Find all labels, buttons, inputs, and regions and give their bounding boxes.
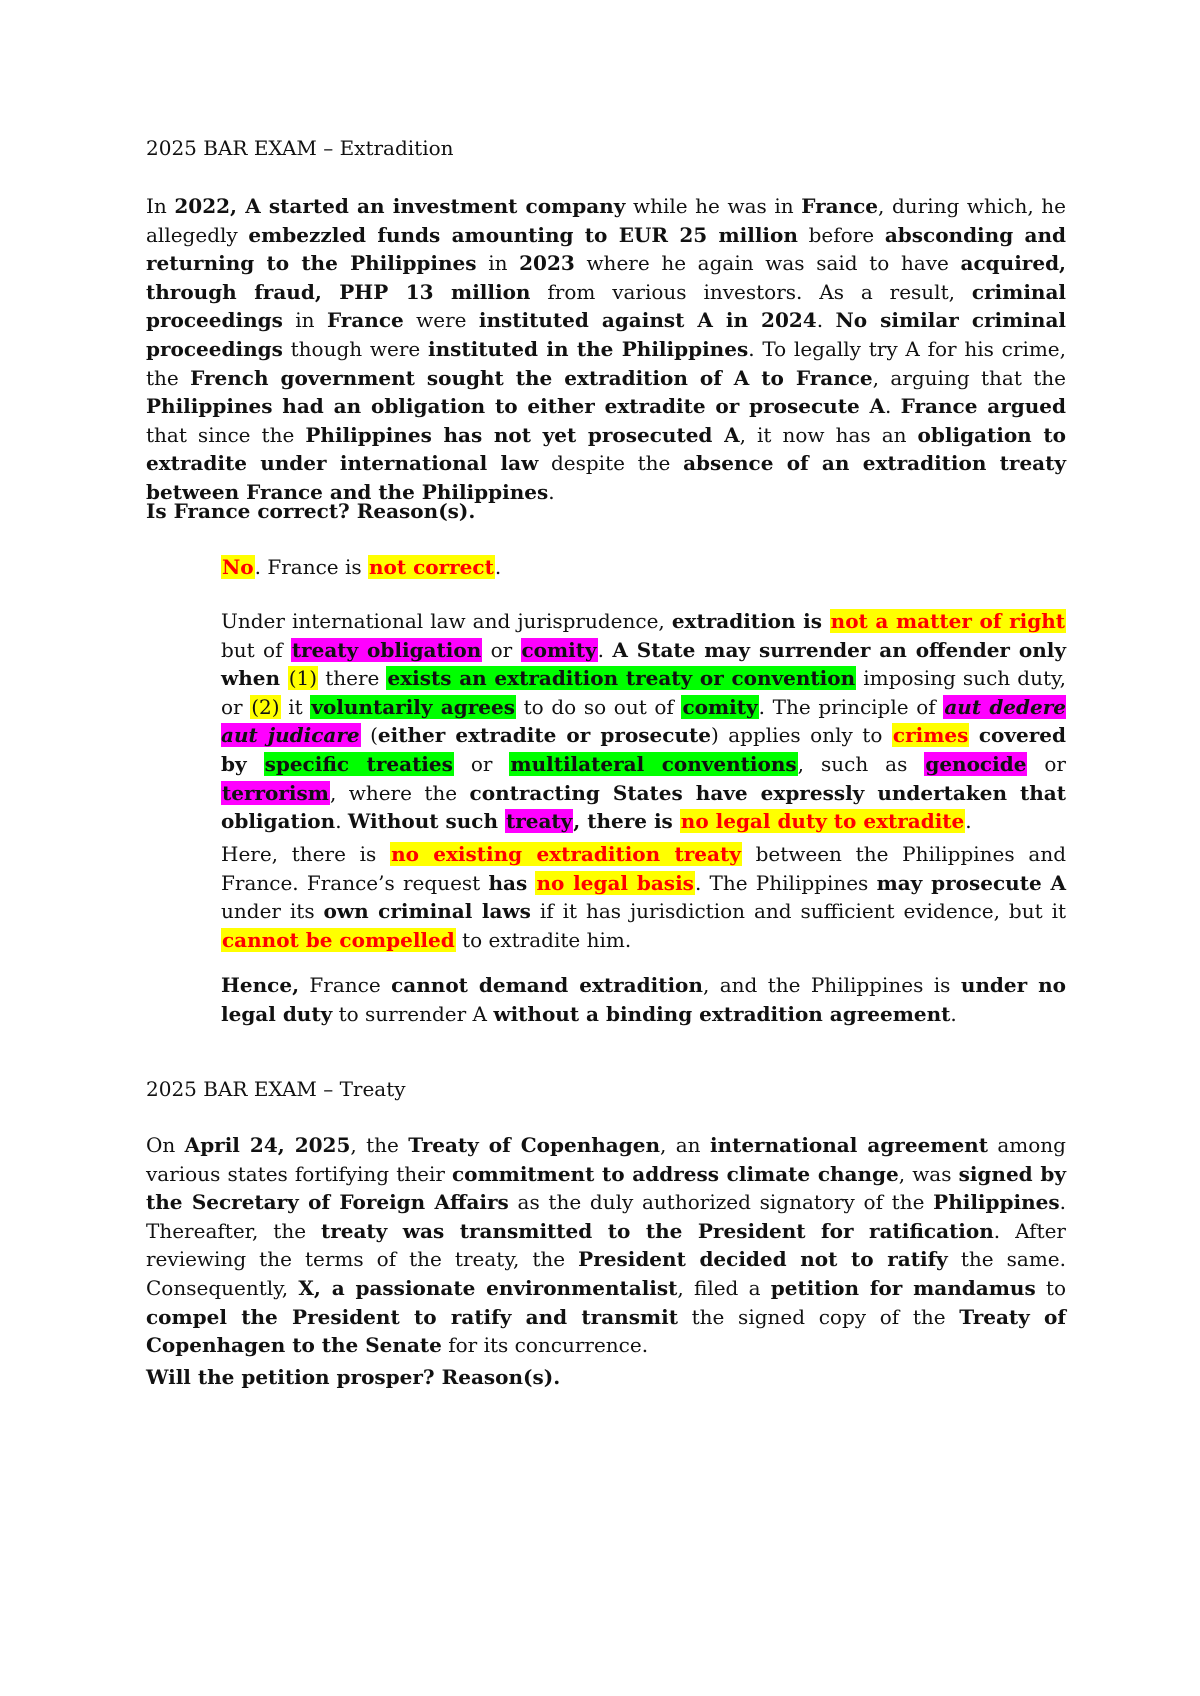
- text-run: . To legally try A for his crime, the: [146, 336, 1066, 390]
- highlighted-text: no legal basis: [536, 870, 694, 895]
- text-run: the same. Consequently,: [146, 1247, 1066, 1300]
- text-run: absence of an extradition treaty between France and the Philippines: [146, 451, 1066, 504]
- text-run: X, a passionate environmentalist: [298, 1275, 678, 1300]
- question-paragraph-treaty: [146, 1131, 1066, 1360]
- highlighted-text: no legal duty to extradite: [680, 809, 965, 834]
- text-run: , where the: [329, 780, 470, 805]
- text-run: .: [548, 479, 555, 504]
- text-run: , it now has an: [739, 422, 918, 447]
- text-run: In: [146, 194, 175, 218]
- text-run: .: [597, 637, 613, 662]
- text-run: . Thereafter, the: [146, 1190, 1066, 1243]
- text-run: or: [482, 637, 521, 662]
- text-run: embezzled funds amounting to EUR 25 million: [248, 222, 798, 247]
- text-run: to do so out of: [515, 694, 682, 719]
- text-run: obligation to extradite under international law: [146, 422, 1066, 476]
- text-run: Philippines: [933, 1190, 1060, 1215]
- text-run: . France is: [254, 555, 368, 579]
- section-title-extradition: 2025 BAR EXAM – Extradition: [146, 136, 454, 160]
- text-run: [247, 752, 264, 776]
- text-run: A State may surrender an offender only when: [221, 637, 1066, 691]
- text-run: No similar criminal proceedings: [146, 308, 1067, 361]
- text-run: own criminal laws: [323, 899, 531, 924]
- answer-summary: [221, 971, 1066, 1028]
- text-run: Philippines has not yet prosecuted A: [305, 422, 740, 447]
- text-run: between the Philippines and France. France’s request: [221, 842, 1067, 895]
- text-run: Philippines had an obligation to either extradite or prosecute A: [146, 394, 886, 419]
- highlighted-text: treaty obligation: [291, 637, 482, 662]
- text-run: signed by the Secretary of Foreign Affairs: [146, 1161, 1066, 1215]
- text-run: . The principle of: [758, 694, 944, 719]
- text-run: Hence,: [221, 973, 300, 997]
- text-run: , was: [898, 1161, 959, 1186]
- highlighted-text: comity: [521, 637, 597, 662]
- text-run: (: [360, 723, 378, 748]
- text-run: where he again was said to have: [574, 251, 961, 276]
- highlighted-text: crimes: [892, 723, 969, 748]
- text-run: that since the: [146, 422, 306, 447]
- highlighted-text: aut dedere aut judicare: [221, 694, 1066, 748]
- text-run: Under international law and jurisprudence,: [221, 609, 672, 633]
- question-paragraph-extradition: [146, 192, 1066, 507]
- text-run: has: [488, 870, 528, 895]
- text-run: instituted in the Philippines: [428, 336, 749, 361]
- highlighted-text: genocide: [925, 751, 1027, 776]
- text-run: in: [476, 251, 520, 276]
- text-run: French government sought the extradition of A to France: [190, 365, 873, 390]
- text-run: extradition is: [671, 609, 830, 633]
- text-run: [969, 723, 979, 747]
- text-run: if it has jurisdiction and sufficient evidence, but it: [530, 899, 1066, 924]
- text-run: .: [965, 809, 972, 834]
- text-run: ) applies only to: [710, 723, 892, 748]
- question-prompt-text: Is France correct? Reason(s).: [146, 499, 476, 523]
- highlighted-text: multilateral conventions: [510, 751, 797, 776]
- text-run: criminal proceedings: [146, 279, 1067, 333]
- question-prompt-extradition: [146, 497, 1066, 526]
- text-run: France argued: [900, 394, 1067, 419]
- text-run: may prosecute A: [876, 870, 1067, 895]
- text-run: .: [335, 809, 348, 834]
- highlighted-text: No: [222, 555, 254, 579]
- text-run: . The Philippines: [694, 870, 877, 895]
- highlighted-text: no existing extradition treaty: [391, 842, 741, 866]
- text-run: , such as: [797, 751, 925, 776]
- text-run: but of: [221, 637, 291, 662]
- text-run: acquired, through fraud, PHP 13 million: [146, 251, 1067, 304]
- text-run: to: [1035, 1275, 1067, 1300]
- text-run: to extradite him.: [455, 927, 632, 952]
- text-run: were: [403, 308, 479, 333]
- text-run: . After reviewing the terms of the treaty, the: [146, 1218, 1066, 1272]
- text-run: 2022, A started an investment company: [174, 194, 626, 218]
- answer-application: [221, 840, 1066, 954]
- text-run: Treaty of Copenhagen: [408, 1133, 660, 1157]
- highlighted-text: terrorism: [222, 780, 329, 805]
- text-run: among various states fortifying their: [146, 1133, 1066, 1186]
- text-run: absconding and returning to the Philippines: [146, 222, 1066, 276]
- text-run: President decided not to ratify: [578, 1247, 948, 1272]
- highlighted-text: exists an extradition treaty or convention: [387, 666, 856, 691]
- text-run: though were: [282, 336, 429, 361]
- highlighted-text: comity: [682, 694, 758, 719]
- text-run: , arguing that the: [872, 365, 1066, 390]
- text-run: , there is: [573, 809, 680, 834]
- text-run: , filed a: [677, 1275, 771, 1300]
- highlighted-text: cannot be compelled: [222, 927, 455, 952]
- answer-conclusion: [221, 553, 1066, 582]
- text-run: , and the Philippines is: [702, 973, 961, 997]
- text-run: petition for mandamus: [770, 1275, 1036, 1300]
- highlighted-text: specific treaties: [264, 751, 453, 776]
- text-run: either extradite or prosecute: [377, 723, 711, 748]
- text-run: in: [282, 308, 327, 333]
- text-run: or: [453, 751, 510, 776]
- text-run: under its: [221, 899, 324, 924]
- text-run: , the: [350, 1133, 409, 1157]
- highlighted-text: not a matter of right: [830, 609, 1066, 633]
- text-run: as the duly authorized signatory of the: [508, 1190, 934, 1215]
- highlighted-text: treaty: [505, 809, 573, 834]
- text-run: France: [801, 194, 879, 218]
- text-run: , during which, he allegedly: [146, 194, 1067, 247]
- text-run: from various investors. As a result,: [530, 279, 972, 304]
- answer-legal-basis: [221, 607, 1066, 836]
- text-run: .: [885, 394, 901, 419]
- text-run: On: [146, 1133, 185, 1157]
- text-run: instituted against A in 2024: [478, 308, 817, 333]
- text-run: it: [280, 694, 311, 719]
- text-run: despite the: [538, 451, 684, 476]
- text-run: compel the President to ratify and transmit: [146, 1304, 678, 1329]
- text-run: Here, there is: [221, 842, 391, 866]
- text-run: cannot demand extradition: [391, 973, 703, 997]
- text-run: .: [494, 555, 502, 579]
- text-run: April 24, 2025: [184, 1133, 351, 1157]
- text-run: before: [797, 222, 885, 247]
- highlighted-text: (1): [288, 666, 318, 691]
- text-run: France: [299, 973, 392, 997]
- text-run: under no legal duty: [221, 973, 1067, 1026]
- text-run: to surrender A: [332, 1001, 494, 1026]
- text-run: Without such: [347, 809, 505, 834]
- text-run: without a binding extradition agreement: [493, 1001, 951, 1026]
- text-run: imposing such duty, or: [221, 666, 1066, 719]
- question-prompt-treaty: [146, 1363, 1066, 1392]
- text-run: , an: [660, 1133, 710, 1157]
- text-run: commitment to address climate change: [451, 1161, 899, 1186]
- text-run: .: [816, 308, 836, 333]
- text-run: 2023: [519, 251, 575, 276]
- text-run: France: [326, 308, 404, 333]
- highlighted-text: (2): [251, 694, 280, 719]
- text-run: the signed copy of the: [677, 1304, 960, 1329]
- text-run: for its concurrence.: [441, 1333, 649, 1358]
- text-run: covered by: [221, 723, 1066, 776]
- text-run: or: [1027, 751, 1066, 776]
- text-run: while he was in: [625, 194, 802, 218]
- highlighted-text: voluntarily agrees: [311, 694, 515, 719]
- text-run: there: [318, 666, 387, 691]
- text-run: contracting States have expressly undertaken that obligation: [221, 780, 1066, 834]
- text-run: Treaty of Copenhagen to the Senate: [146, 1304, 1066, 1358]
- text-run: treaty was transmitted to the President for ratification: [320, 1218, 994, 1243]
- section-title-treaty: 2025 BAR EXAM – Treaty: [146, 1077, 406, 1101]
- question-prompt-text: Will the petition prosper? Reason(s).: [146, 1365, 561, 1389]
- text-run: .: [950, 1001, 957, 1026]
- highlighted-text: not correct: [369, 555, 494, 579]
- text-run: international agreement: [709, 1133, 988, 1157]
